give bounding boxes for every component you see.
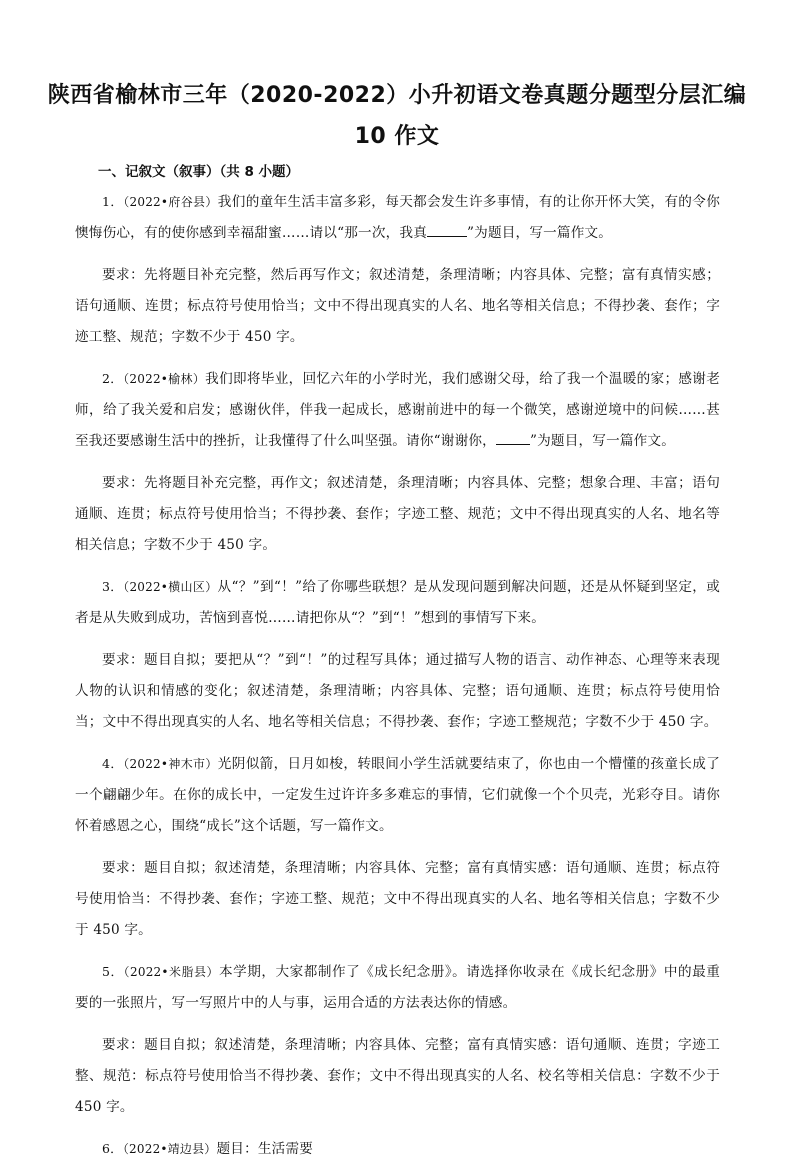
- question-source: （2022•榆林）: [123, 372, 206, 386]
- fill-in-blank: [496, 444, 530, 445]
- question-item: [75, 363, 720, 561]
- question-requirement: 要求：题目自拟；叙述清楚，条理清晰；内容具体、完整；富有真情实感：语句通顺、连贯；标点符号使用恰当：不得抄袭、套作；字迹工整、规范；文中不得出现真实的人名、地名等相关信息；字数不少于 450 字。: [75, 859, 720, 938]
- question-item: [75, 1133, 720, 1165]
- question-item: [75, 748, 720, 946]
- question-number: 5．: [102, 964, 124, 979]
- question-item: [75, 956, 720, 1123]
- question-source: （2022•米脂县）: [123, 965, 220, 979]
- question-number: 1．: [102, 194, 124, 209]
- question-prompt: 5．（2022•米脂县）本学期，大家都制作了《成长纪念册》。请选择你收录在《成长纪念册》中的最重要的一张照片，写一写照片中的人与事，运用合适的方法表达你的情感。: [75, 964, 720, 1011]
- question-requirement: 要求：题目自拟；要把从“？”到“！”的过程写具体；通过描写人物的语言、动作神态、心理等来表现人物的认识和情感的变化；叙述清楚，条理清晰；内容具体、完整；语句通顺、连贯；标点符号使用恰当；文中不得出现真实的人名、地名等相关信息；不得抄袭、套作；字迹工整规范；字数不少于 450 字。: [75, 651, 720, 730]
- section-heading: 一、记叙文（叙事）（共 8 小题）: [98, 164, 300, 180]
- question-source: （2022•横山区）: [123, 580, 218, 594]
- question-prompt: 2．（2022•榆林）我们即将毕业，回忆六年的小学时光，我们感谢父母，给了我一个温暖的家；感谢老师，给了我关爱和启发；感谢伙伴，伴我一起成长，感谢前进中的每一个微笑，感谢逆境中的问候……甚至我还要感谢生活中的挫折，让我懂得了什么叫坚强。请你“谢谢你， ”为题目，写一篇作文。: [75, 371, 720, 449]
- question-item: [75, 186, 720, 353]
- question-number: 3．: [102, 579, 124, 594]
- question-prompt: 6．（2022•靖边县）题目：生活需要: [102, 1141, 314, 1157]
- question-number: 6．: [102, 1141, 123, 1156]
- question-prompt: 1．（2022•府谷县）我们的童年生活丰富多彩，每天都会发生许多事情，有的让你开怀大笑，有的令你懊悔伤心，有的使你感到幸福甜蜜……请以“那一次，我真 ”为题目，写一篇作文。: [75, 194, 721, 241]
- question-number: 4．: [102, 756, 124, 771]
- fill-in-blank: [427, 236, 467, 237]
- question-list: [75, 186, 720, 1176]
- question-source: （2022•府谷县）: [123, 195, 218, 209]
- question-item: [75, 571, 720, 738]
- page-subtitle: 10 作文: [354, 124, 440, 149]
- question-prompt: 3．（2022•横山区）从“？”到“！”给了你哪些联想？是从发现问题到解决问题，还是从怀疑到坚定，或者是从失败到成功，苦恼到喜悦……请把你从“？”到“！”想到的事情写下来。: [75, 579, 720, 626]
- question-prompt: 4．（2022•神木市）光阴似箭，日月如梭，转眼间小学生活就要结束了，你也由一个懵懂的孩童长成了一个翩翩少年。在你的成长中，一定发生过许许多多难忘的事情，它们就像一个个贝壳，光彩夺目。请你怀着感恩之心，围绕“成长”这个话题，写一篇作文。: [75, 756, 721, 834]
- question-requirement: 要求：题目自拟；叙述清楚，条理清晰；内容具体、完整；富有真情实感：语句通顺、连贯；字迹工整、规范：标点符号使用恰当不得抄袭、套作；文中不得出现真实的人名、校名等相关信息：字数不少于 450 字。: [75, 1036, 720, 1115]
- page-title: 陕西省榆林市三年（2020-2022）小升初语文卷真题分题型分层汇编: [47, 83, 747, 108]
- question-source: （2022•神木市）: [123, 757, 218, 771]
- question-requirement: 要求：先将题目补充完整，再作文；叙述清楚，条理清晰；内容具体、完整；想象合理、丰富；语句通顺、连贯；标点符号使用恰当；不得抄袭、套作；字迹工整、规范；文中不得出现真实的人名、地名等相关信息；字数不少于 450 字。: [75, 474, 720, 553]
- question-number: 2．: [102, 371, 124, 386]
- question-requirement: 要求：先将题目补充完整，然后再写作文；叙述清楚，条理清晰；内容具体、完整；富有真情实感；语句通顺、连贯；标点符号使用恰当；文中不得出现真实的人名、地名等相关信息；不得抄袭、套作；字迹工整、规范；字数不少于 450 字。: [75, 266, 720, 345]
- question-source: （2022•靖边县）: [122, 1142, 217, 1156]
